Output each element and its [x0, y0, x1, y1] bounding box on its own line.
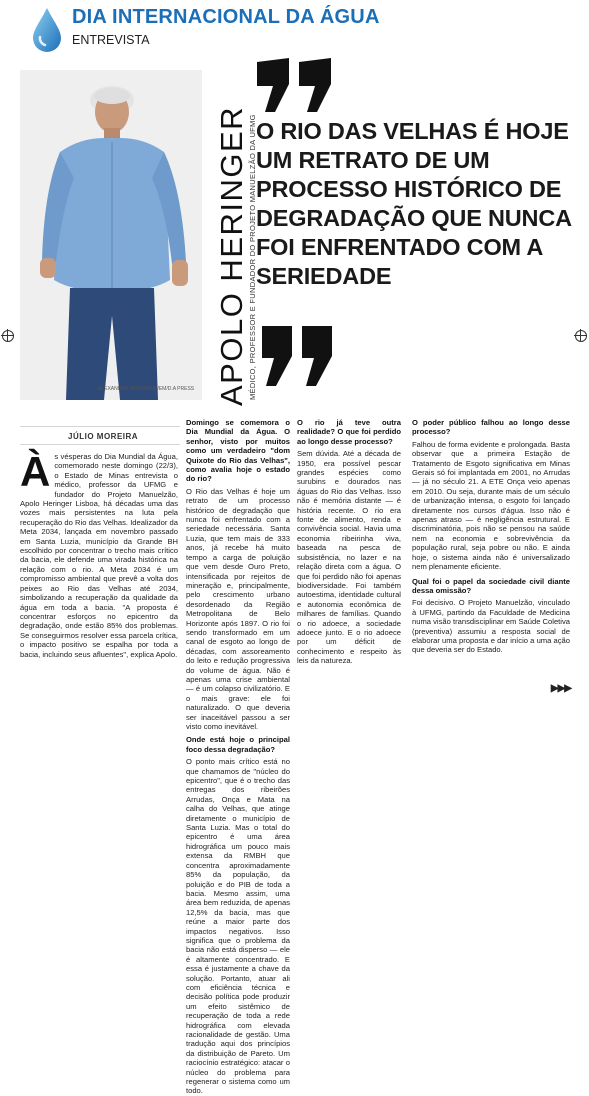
question-2: Onde está hoje o principal foco dessa degradação? — [186, 735, 290, 754]
open-quote-icon — [255, 56, 335, 114]
intro-column — [20, 448, 178, 659]
dropcap: À — [20, 448, 51, 495]
interviewee-name-text: APOLO HERINGER — [214, 105, 249, 406]
byline: JÚLIO MOREIRA — [68, 432, 139, 441]
qa-column-2 — [186, 418, 290, 1096]
interviewee-name — [214, 86, 249, 406]
answer-1: O Rio das Velhas é hoje um retrato de um processo histórico de degradação que nunca foi enfrentado com a seriedade necessária. Santa Luzia, que tem mais de 333 anos, já recebe há muito tempo a carga de poluição que vem desde Ouro Preto, intensificada por rejeitos de mineração e, principalmente, pelo crescimento urbano desordenado da Região Metropolitana de Belo Horizonte após 1897. O rio foi sendo transformado em um canal de esgoto ao longo de décadas, com assoreamento do leito e redução progressiva do volume de água. Não é apenas uma crise ambiental — é um colapso civilizatório. E o mais grave: ele foi naturalizado. O que deveria ser inaceitável passou a ser visto como inevitável. — [186, 486, 290, 731]
close-quote-icon — [258, 324, 338, 388]
interviewee-role-text: MÉDICO, PROFESSOR E FUNDADOR DO PROJETO MANUELZÃO DA UFMG — [248, 114, 257, 400]
registration-mark-left — [2, 330, 14, 342]
qa-column-4 — [412, 418, 570, 655]
water-drop-icon — [28, 6, 66, 54]
answer-3: Sem dúvida. Até a década de 1950, era possível pescar grandes espécies como surubins e dourados nas águas do Rio das Velhas. Isso não é memória distante — é história recente. O rio era fonte de alimento, renda e convivência social. Havia uma economia ribeirinha viva, baseada na pesca de subsistência, no lazer e na relação direta com a água. O que foi perdido não foi apenas biodiversidade. Foi também autoestima, identidade cultural e autonomia econômica de milhares de famílias. Quando o rio adoece, a sociedade adoece junto. E o rio adoece por um déficit de conhecimento e respeito às leis da natureza. — [297, 449, 401, 666]
registration-mark-right — [575, 330, 587, 342]
question-1: Domingo se comemora o Dia Mundial da Água. O senhor, visto por muitos como um verdadeiro "dom Quixote do Rio das Velhas", como avalia hoje o estado do rio? — [186, 418, 290, 484]
interviewee-photo — [20, 70, 202, 400]
section-title: DIA INTERNACIONAL DA ÁGUA — [72, 6, 380, 28]
byline-rule — [20, 426, 180, 427]
continue-arrows-icon: ▶▶▶ — [550, 683, 571, 694]
question-5: Qual foi o papel da sociedade civil diante dessa omissão? — [412, 576, 570, 595]
byline-rule-bottom — [20, 444, 180, 445]
pull-quote: O RIO DAS VELHAS É HOJE UM RETRATO DE UM PROCESSO HISTÓRICO DE DEGRADAÇÃO QUE NUNCA FOI ENFRENTADO COM A SERIEDADE — [256, 118, 571, 289]
qa-column-3 — [297, 418, 401, 666]
photo-credit: ALEXANDRE GUZANSHE/EM/D.A PRESS — [98, 386, 195, 392]
answer-2: O ponto mais crítico está no que chamamos de "núcleo do epicentro", que é o trecho das entregas dos ribeirões Arrudas, Onça e Mata na calha do Velhas, que atinge diretamente o município de Santa Luzia. Mas o total do epicentro é uma área hidrográfica um pouco mais extensa da RMBH que concentra aproximadamente 85% da população, da poluição e do PIB de toda a bacia. Mesmo assim, uma área bem reduzida, de apenas 12,5% da bacia, mas que reúne a maior parte dos impactos negativos. Isso significa que o problema da bacia não está disperso — ele é altamente concentrado. E essa é justamente a chave da solução. Portanto, atuar ali com eficiência técnica e decisão política pode produzir um efeito sistêmico de recuperação de toda a rede hidrográfica com elevada racionalidade de gestão. Uma tradução aqui dos princípios da distribuição de Pareto. Um raciocínio estratégico: atacar o núcleo do problema para regenerar o sistema como um todo. — [186, 757, 290, 1096]
question-3: O rio já teve outra realidade? O que foi perdido ao longo desse processo? — [297, 418, 401, 446]
answer-4: Falhou de forma evidente e prolongada. Basta observar que a primeira Estação de Tratamento de Esgoto significativa em Minas Gerais só foi implantada em 2001, no Arrudas — já no século 21. A ETE Onça veio apenas em 2010. Ou seja, durante mais de um século de urbanização intensa, o esgoto foi lançado diretamente nos cursos d'água. Isso não é apenas atraso — é negligência estrutural. E discriminatória, pois não se pensou na saúde nem na economia e sobrevivência da população rural, seja pobre ou não. E ainda hoje, o sistema ainda não é universalizado nem plenamente eficiente. — [412, 439, 570, 572]
answer-5: Foi decisivo. O Projeto Manuelzão, vinculado à UFMG, partindo da Faculdade de Medicina numa visão transdisciplinar em Saúde Coletiva (preventiva) assumiu a resposta social de elaborar uma proposta e dar início a uma ação que deveria ser do Estado. — [412, 598, 570, 655]
question-4: O poder público falhou ao longo desse processo? — [412, 418, 570, 437]
section-label: ENTREVISTA — [72, 33, 150, 47]
intro-text: s vésperas do Dia Mundial da Água, comemorado neste domingo (22/3), o Estado de Minas entrevista o médico, professor da UFMG e fundador do Projeto Manuelzão, Apolo Heringer Lisboa, há décadas uma das vozes mais persistentes na luta pela recuperação do Rio das Velhas. Idealizador da Meta 2034, lançada em novembro passado em Santa Luzia, município da Grande BH escolhido por concentrar o trecho mais crítico da bacia, ele defende uma virada histórica na relação com o rio. A Meta 2034 é um compromisso ambiental que prevê a volta dos peixes ao Rio das Velhas até 2034, simbolizando a recuperação da qualidade da água em toda a bacia. "A proposta é concentrar esforços no epicentro da degradação, onde estão 85% dos problemas. Se conseguirmos resolver essa parcela crítica, o impacto positivo se espalha por toda a bacia, incluindo seus afluentes", explica Apolo. — [20, 452, 178, 659]
